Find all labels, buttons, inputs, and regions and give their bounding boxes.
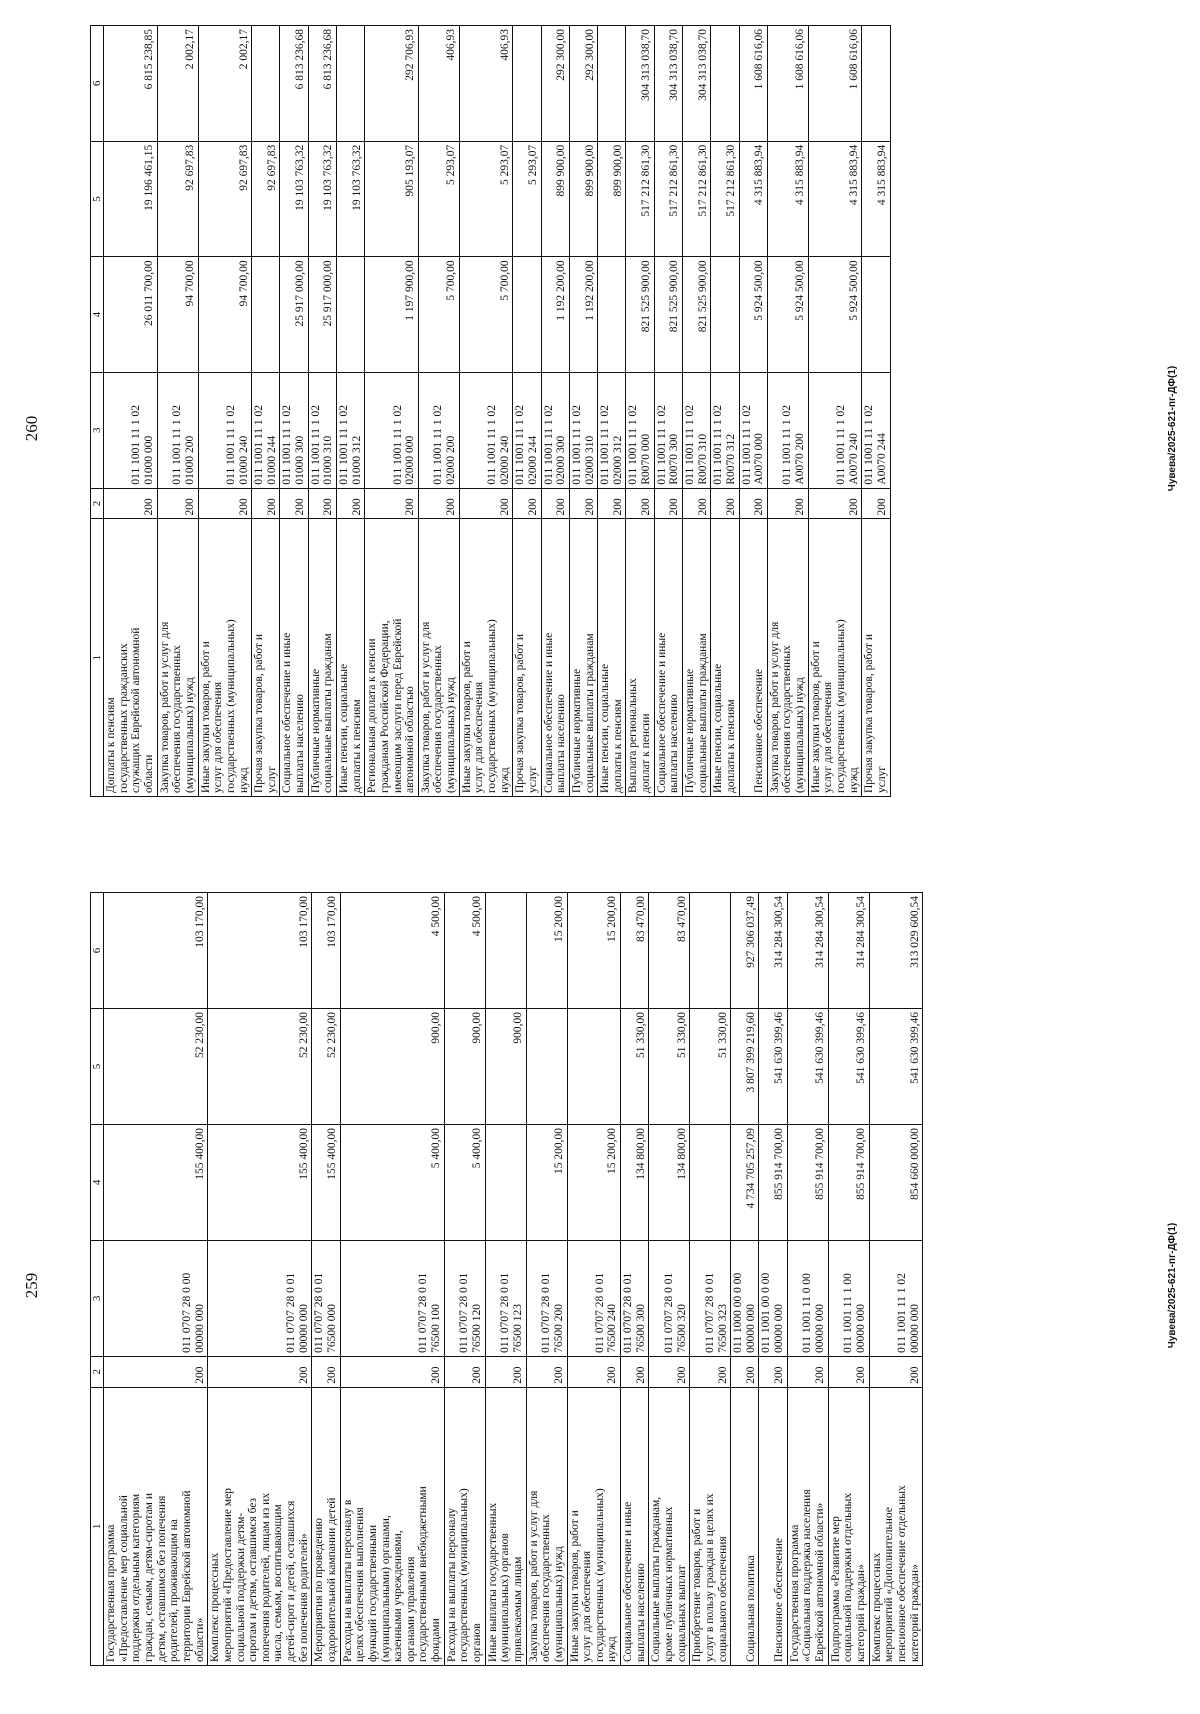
row-name: Иные выплаты государственных (муниципальных) органов привлекаемым лицам xyxy=(485,1387,526,1665)
admin-code: 200 xyxy=(198,488,252,519)
admin-code: 200 xyxy=(526,1356,567,1387)
executed-amount: 541 630 399,46 xyxy=(828,1009,869,1125)
executed-amount: 92 697,83 xyxy=(252,141,280,257)
admin-code: 200 xyxy=(418,488,459,519)
budget-code: 011 0707 28 0 01 76500 000 xyxy=(312,1240,340,1356)
row-name: Публичные нормативные социальные выплаты гражданам xyxy=(569,519,597,797)
table-row xyxy=(198,26,252,797)
row-name: Пенсионное обеспечение xyxy=(739,519,767,797)
executed-amount: 51 330,00 xyxy=(621,1009,649,1125)
remaining-amount: 292 300,00 xyxy=(569,26,597,142)
table-row xyxy=(418,26,459,797)
row-name: Иные закупки товаров, работ и услуг для обеспечения государственных (муниципальных) нужд xyxy=(198,519,252,797)
executed-amount: 899 900,00 xyxy=(598,141,626,257)
budget-code: 011 1001 11 1 02 R0070 310 xyxy=(683,372,711,488)
admin-code: 200 xyxy=(280,488,308,519)
remaining-amount xyxy=(598,26,626,142)
executed-amount: 899 900,00 xyxy=(541,141,569,257)
row-name: Комплекс процессных мероприятий «Предоставление мер социальной поддержки детям- сиротам и детям, оставшимся без попечения родителей, лицам из их числа, семьям, воспитывающим детей-сирот и детей, оставшихся без попечения родителей» xyxy=(208,1387,312,1665)
executed-amount: 51 330,00 xyxy=(649,1009,690,1125)
budget-code: 011 0707 28 0 01 76500 320 xyxy=(649,1240,690,1356)
approved-amount: 134 800,00 xyxy=(621,1124,649,1240)
table-row xyxy=(336,26,364,797)
table-row xyxy=(569,26,597,797)
admin-code: 200 xyxy=(767,488,808,519)
executed-amount: 517 212 861,30 xyxy=(683,141,711,257)
remaining-amount: 15 200,00 xyxy=(567,893,621,1009)
remaining-amount: 103 170,00 xyxy=(312,893,340,1009)
row-name: Расходы на выплаты персоналу в целях обеспечения выполнения функций государственными (муниципальными) органами, казенными учреждениями, органами управления государственными внебюджетными фондами xyxy=(340,1387,444,1665)
budget-code: 011 0707 28 0 01 76500 120 xyxy=(444,1240,485,1356)
remaining-amount: 314 284 300,54 xyxy=(759,893,787,1009)
admin-code: 200 xyxy=(731,1356,759,1387)
table-row xyxy=(808,26,862,797)
table-row xyxy=(526,893,567,1666)
column-header-4: 4 xyxy=(91,1124,104,1240)
table-row xyxy=(541,26,569,797)
remaining-amount xyxy=(690,893,731,1009)
remaining-amount xyxy=(862,26,890,142)
admin-code: 200 xyxy=(654,488,682,519)
executed-amount: 4 315 883,94 xyxy=(767,141,808,257)
row-name: Закупка товаров, работ и услуг для обеспечения государственных (муниципальных) нужд xyxy=(767,519,808,797)
budget-code: 011 1000 00 0 00 00000 000 xyxy=(731,1240,759,1356)
table-row xyxy=(365,26,419,797)
budget-code: 011 1001 11 1 02 01000 300 xyxy=(280,372,308,488)
remaining-amount xyxy=(513,26,541,142)
budget-code: 011 1001 11 1 02 02000 244 xyxy=(513,372,541,488)
approved-amount: 1 192 200,00 xyxy=(569,257,597,373)
row-name: Социальное обеспечение и иные выплаты населению xyxy=(541,519,569,797)
row-name: Расходы на выплаты персоналу государственных (муниципальных) органов xyxy=(444,1387,485,1665)
row-name: Подпрограмма «Развитие мер социальной поддержки отдельных категорий граждан» xyxy=(828,1387,869,1665)
approved-amount xyxy=(862,257,890,373)
remaining-amount: 2 002,17 xyxy=(198,26,252,142)
budget-code: 011 1001 11 1 02 01000 312 xyxy=(336,372,364,488)
row-name: Пенсионное обеспечение xyxy=(759,1387,787,1665)
budget-code: 011 1001 11 1 02 A0070 000 xyxy=(739,372,767,488)
admin-code: 200 xyxy=(787,1356,828,1387)
table-row xyxy=(312,893,340,1666)
row-name: Выплата региональных доплат к пенсии xyxy=(626,519,654,797)
approved-amount xyxy=(598,257,626,373)
remaining-amount: 304 313 038,70 xyxy=(683,26,711,142)
executed-amount: 52 230,00 xyxy=(104,1009,208,1125)
approved-amount: 5 924 500,00 xyxy=(808,257,862,373)
remaining-amount: 83 470,00 xyxy=(649,893,690,1009)
approved-amount: 155 400,00 xyxy=(312,1124,340,1240)
row-name: Доплаты к пенсиям государственных гражданских служащих Еврейской автономной области xyxy=(104,519,158,797)
table-row xyxy=(485,893,526,1666)
table-row xyxy=(621,893,649,1666)
column-header-2: 2 xyxy=(91,1356,104,1387)
remaining-amount xyxy=(252,26,280,142)
approved-amount: 94 700,00 xyxy=(198,257,252,373)
admin-code: 200 xyxy=(157,488,198,519)
budget-code: 011 0707 28 0 00 00000 000 xyxy=(104,1240,208,1356)
approved-amount: 821 525 900,00 xyxy=(654,257,682,373)
table-row xyxy=(459,26,513,797)
column-header-5: 5 xyxy=(91,1009,104,1125)
budget-code: 011 1001 11 1 02 A0070 244 xyxy=(862,372,890,488)
budget-code: 011 0707 28 0 01 76500 323 xyxy=(690,1240,731,1356)
row-name: Закупка товаров, работ и услуг для обеспечения государственных (муниципальных) нужд xyxy=(526,1387,567,1665)
budget-code: 011 1001 11 1 02 R0070 000 xyxy=(626,372,654,488)
table-row xyxy=(739,26,767,797)
remaining-amount: 2 002,17 xyxy=(157,26,198,142)
admin-code: 200 xyxy=(808,488,862,519)
executed-amount: 92 697,83 xyxy=(198,141,252,257)
admin-code: 200 xyxy=(444,1356,485,1387)
admin-code: 200 xyxy=(683,488,711,519)
admin-code: 200 xyxy=(104,1356,208,1387)
budget-code: 011 1001 11 1 02 02000 000 xyxy=(365,372,419,488)
budget-code: 011 0707 28 0 01 76500 240 xyxy=(567,1240,621,1356)
remaining-amount: 1 608 616,06 xyxy=(767,26,808,142)
budget-code: 011 1001 11 1 02 02000 200 xyxy=(418,372,459,488)
row-name: Иные пенсии, социальные доплаты к пенсиям xyxy=(598,519,626,797)
row-name: Прочая закупка товаров, работ и услуг xyxy=(513,519,541,797)
remaining-amount: 304 313 038,70 xyxy=(654,26,682,142)
budget-code: 011 0707 28 0 01 76500 123 xyxy=(485,1240,526,1356)
table-row xyxy=(649,893,690,1666)
admin-code: 200 xyxy=(365,488,419,519)
budget-code: 011 1001 11 1 02 02000 300 xyxy=(541,372,569,488)
approved-amount: 855 914 700,00 xyxy=(787,1124,828,1240)
approved-amount: 5 924 500,00 xyxy=(767,257,808,373)
budget-table xyxy=(90,892,923,1666)
admin-code: 200 xyxy=(485,1356,526,1387)
row-name: Закупка товаров, работ и услуг для обеспечения государственных (муниципальных) нужд xyxy=(418,519,459,797)
approved-amount: 5 400,00 xyxy=(340,1124,444,1240)
executed-amount: 51 330,00 xyxy=(690,1009,731,1125)
approved-amount: 855 914 700,00 xyxy=(759,1124,787,1240)
document-reference: Чувева/2025-621-пг-ДФ(1) xyxy=(1167,1222,1178,1349)
admin-code: 200 xyxy=(621,1356,649,1387)
admin-code: 200 xyxy=(567,1356,621,1387)
admin-code: 200 xyxy=(208,1356,312,1387)
table-row xyxy=(444,893,485,1666)
admin-code: 200 xyxy=(569,488,597,519)
approved-amount xyxy=(711,257,739,373)
approved-amount: 5 700,00 xyxy=(418,257,459,373)
remaining-amount: 103 170,00 xyxy=(104,893,208,1009)
column-header-1: 1 xyxy=(91,1387,104,1665)
remaining-amount: 314 284 300,54 xyxy=(828,893,869,1009)
admin-code: 200 xyxy=(598,488,626,519)
approved-amount xyxy=(336,257,364,373)
table-row xyxy=(862,26,890,797)
row-name: Социальное обеспечение и иные выплаты населению xyxy=(280,519,308,797)
budget-code: 011 1001 11 1 02 R0070 300 xyxy=(654,372,682,488)
approved-amount: 94 700,00 xyxy=(157,257,198,373)
budget-code: 011 0707 28 0 01 76500 300 xyxy=(621,1240,649,1356)
row-name: Иные закупки товаров, работ и услуг для обеспечения государственных (муниципальных) нужд xyxy=(459,519,513,797)
executed-amount: 4 315 883,94 xyxy=(862,141,890,257)
admin-code: 200 xyxy=(711,488,739,519)
table-row xyxy=(711,26,739,797)
admin-code: 200 xyxy=(312,1356,340,1387)
executed-amount: 900,00 xyxy=(444,1009,485,1125)
table-row xyxy=(759,893,787,1666)
remaining-amount: 6 815 238,85 xyxy=(104,26,158,142)
admin-code: 200 xyxy=(336,488,364,519)
row-name: Мероприятия по проведению оздоровительной кампании детей xyxy=(312,1387,340,1665)
executed-amount: 19 196 461,15 xyxy=(104,141,158,257)
approved-amount: 1 197 900,00 xyxy=(365,257,419,373)
remaining-amount: 1 608 616,06 xyxy=(808,26,862,142)
column-header-6: 6 xyxy=(91,26,104,142)
remaining-amount: 6 813 236,68 xyxy=(280,26,308,142)
admin-code: 200 xyxy=(626,488,654,519)
approved-amount: 1 192 200,00 xyxy=(541,257,569,373)
table-row xyxy=(731,893,759,1666)
executed-amount: 52 230,00 xyxy=(208,1009,312,1125)
table-row xyxy=(767,26,808,797)
budget-code: 011 1001 11 1 02 00000 000 xyxy=(869,1240,923,1356)
table-row xyxy=(252,26,280,797)
row-name: Иные пенсии, социальные доплаты к пенсиям xyxy=(711,519,739,797)
remaining-amount: 15 200,00 xyxy=(526,893,567,1009)
row-name: Социальное обеспечение и иные выплаты населению xyxy=(654,519,682,797)
executed-amount: 5 293,07 xyxy=(513,141,541,257)
row-name: Региональная доплата к пенсии гражданам Российской Федерации, имеющим заслуги перед Еврейской автономной областью xyxy=(365,519,419,797)
remaining-amount xyxy=(336,26,364,142)
remaining-amount: 406,93 xyxy=(418,26,459,142)
approved-amount: 821 525 900,00 xyxy=(683,257,711,373)
admin-code: 200 xyxy=(759,1356,787,1387)
approved-amount: 5 924 500,00 xyxy=(739,257,767,373)
budget-code: 011 1001 11 1 02 R0070 312 xyxy=(711,372,739,488)
row-name: Социальная политика xyxy=(731,1387,759,1665)
remaining-amount: 314 284 300,54 xyxy=(787,893,828,1009)
column-header-4: 4 xyxy=(91,257,104,373)
executed-amount: 4 315 883,94 xyxy=(739,141,767,257)
table-row xyxy=(787,893,828,1666)
budget-code: 011 1001 00 0 00 00000 000 xyxy=(759,1240,787,1356)
approved-amount: 15 200,00 xyxy=(526,1124,567,1240)
page-number: 259 xyxy=(22,1272,41,1299)
column-header-6: 6 xyxy=(91,893,104,1009)
budget-code: 011 0707 28 0 01 00000 000 xyxy=(208,1240,312,1356)
budget-code: 011 1001 11 1 00 00000 000 xyxy=(828,1240,869,1356)
approved-amount xyxy=(252,257,280,373)
remaining-amount xyxy=(485,893,526,1009)
executed-amount: 19 103 763,32 xyxy=(280,141,308,257)
budget-code: 011 1001 11 1 02 02000 240 xyxy=(459,372,513,488)
approved-amount: 26 011 700,00 xyxy=(104,257,158,373)
remaining-amount: 83 470,00 xyxy=(621,893,649,1009)
budget-table xyxy=(90,25,891,797)
row-name: Иные закупки товаров, работ и услуг для обеспечения государственных (муниципальных) нужд xyxy=(567,1387,621,1665)
budget-code: 011 1001 11 1 02 01000 200 xyxy=(157,372,198,488)
admin-code: 200 xyxy=(340,1356,444,1387)
executed-amount: 905 193,07 xyxy=(365,141,419,257)
remaining-amount: 406,93 xyxy=(459,26,513,142)
table-row xyxy=(869,893,923,1666)
remaining-amount: 304 313 038,70 xyxy=(626,26,654,142)
row-name: Социальные выплаты гражданам, кроме публичных нормативных социальных выплат xyxy=(649,1387,690,1665)
executed-amount: 19 103 763,32 xyxy=(336,141,364,257)
document-reference: Чувева/2025-621-пг-ДФ(1) xyxy=(1167,365,1178,492)
table-row xyxy=(828,893,869,1666)
approved-amount xyxy=(513,257,541,373)
table-row xyxy=(157,26,198,797)
executed-amount: 52 230,00 xyxy=(312,1009,340,1125)
row-name: Иные пенсии, социальные доплаты к пенсиям xyxy=(336,519,364,797)
approved-amount: 155 400,00 xyxy=(208,1124,312,1240)
approved-amount: 5 700,00 xyxy=(459,257,513,373)
row-name: Приобретение товаров, работ и услуг в пользу граждан в целях их социального обеспечения xyxy=(690,1387,731,1665)
approved-amount: 15 200,00 xyxy=(567,1124,621,1240)
admin-code: 200 xyxy=(739,488,767,519)
approved-amount xyxy=(485,1124,526,1240)
executed-amount: 19 103 763,32 xyxy=(308,141,336,257)
row-name: Социальное обеспечение и иные выплаты населению xyxy=(621,1387,649,1665)
budget-code: 011 1001 11 1 02 02000 310 xyxy=(569,372,597,488)
header-row xyxy=(91,26,104,797)
remaining-amount: 4 500,00 xyxy=(340,893,444,1009)
executed-amount: 541 630 399,46 xyxy=(869,1009,923,1125)
executed-amount: 517 212 861,30 xyxy=(654,141,682,257)
page-number: 260 xyxy=(22,415,41,442)
budget-code: 011 1001 11 1 02 A0070 200 xyxy=(767,372,808,488)
executed-amount: 5 293,07 xyxy=(459,141,513,257)
approved-amount: 4 734 705 257,09 xyxy=(731,1124,759,1240)
budget-code: 011 1001 11 1 02 01000 310 xyxy=(308,372,336,488)
remaining-amount xyxy=(711,26,739,142)
executed-amount: 541 630 399,46 xyxy=(787,1009,828,1125)
column-header-3: 3 xyxy=(91,1240,104,1356)
row-name: Публичные нормативные социальные выплаты гражданам xyxy=(683,519,711,797)
table-row xyxy=(626,26,654,797)
budget-code: 011 1001 11 1 02 A0070 240 xyxy=(808,372,862,488)
admin-code: 200 xyxy=(828,1356,869,1387)
row-name: Комплекс процессных мероприятий «Дополнительное пенсионное обеспечение отдельных категорий граждан» xyxy=(869,1387,923,1665)
table-row xyxy=(340,893,444,1666)
approved-amount: 854 660 000,00 xyxy=(869,1124,923,1240)
admin-code: 200 xyxy=(459,488,513,519)
executed-amount: 900,00 xyxy=(485,1009,526,1125)
row-name: Иные закупки товаров, работ и услуг для обеспечения государственных (муниципальных) нужд xyxy=(808,519,862,797)
column-header-3: 3 xyxy=(91,372,104,488)
remaining-amount: 103 170,00 xyxy=(208,893,312,1009)
executed-amount: 3 807 399 219,60 xyxy=(731,1009,759,1125)
budget-code: 011 0707 28 0 01 76500 200 xyxy=(526,1240,567,1356)
admin-code: 200 xyxy=(862,488,890,519)
remaining-amount: 6 813 236,68 xyxy=(308,26,336,142)
executed-amount: 899 900,00 xyxy=(569,141,597,257)
admin-code: 200 xyxy=(308,488,336,519)
executed-amount: 541 630 399,46 xyxy=(759,1009,787,1125)
table-row xyxy=(104,26,158,797)
table-row xyxy=(308,26,336,797)
table-row xyxy=(208,893,312,1666)
remaining-amount: 313 029 600,54 xyxy=(869,893,923,1009)
row-name: Закупка товаров, работ и услуг для обеспечения государственных (муниципальных) нужд xyxy=(157,519,198,797)
budget-code: 011 1001 11 0 00 00000 000 xyxy=(787,1240,828,1356)
admin-code: 200 xyxy=(649,1356,690,1387)
executed-amount: 5 293,07 xyxy=(418,141,459,257)
approved-amount xyxy=(690,1124,731,1240)
table-row xyxy=(513,26,541,797)
page-259 xyxy=(0,857,1200,1714)
row-name: Публичные нормативные социальные выплаты гражданам xyxy=(308,519,336,797)
column-header-2: 2 xyxy=(91,488,104,519)
admin-code: 200 xyxy=(869,1356,923,1387)
admin-code: 200 xyxy=(541,488,569,519)
remaining-amount: 292 706,93 xyxy=(365,26,419,142)
approved-amount: 134 800,00 xyxy=(649,1124,690,1240)
approved-amount: 155 400,00 xyxy=(104,1124,208,1240)
budget-code: 011 1001 11 1 02 02000 312 xyxy=(598,372,626,488)
budget-code: 011 1001 11 1 02 01000 244 xyxy=(252,372,280,488)
budget-code: 011 1001 11 1 02 01000 000 xyxy=(104,372,158,488)
header-row xyxy=(91,893,104,1666)
executed-amount xyxy=(526,1009,567,1125)
row-name: Прочая закупка товаров, работ и услуг xyxy=(252,519,280,797)
executed-amount: 517 212 861,30 xyxy=(711,141,739,257)
table-row xyxy=(280,26,308,797)
approved-amount: 821 525 900,00 xyxy=(626,257,654,373)
executed-amount xyxy=(567,1009,621,1125)
row-name: Государственная программа «Социальная поддержка населения Еврейской автономной области» xyxy=(787,1387,828,1665)
executed-amount: 92 697,83 xyxy=(157,141,198,257)
admin-code: 200 xyxy=(104,488,158,519)
remaining-amount: 927 306 037,49 xyxy=(731,893,759,1009)
executed-amount: 900,00 xyxy=(340,1009,444,1125)
column-header-5: 5 xyxy=(91,141,104,257)
table-row xyxy=(690,893,731,1666)
remaining-amount: 4 500,00 xyxy=(444,893,485,1009)
table-row xyxy=(654,26,682,797)
executed-amount: 517 212 861,30 xyxy=(626,141,654,257)
admin-code: 200 xyxy=(690,1356,731,1387)
budget-code: 011 0707 28 0 01 76500 100 xyxy=(340,1240,444,1356)
approved-amount: 25 917 000,00 xyxy=(280,257,308,373)
budget-code: 011 1001 11 1 02 01000 240 xyxy=(198,372,252,488)
table-row xyxy=(598,26,626,797)
table-row xyxy=(567,893,621,1666)
table-row xyxy=(683,26,711,797)
approved-amount: 5 400,00 xyxy=(444,1124,485,1240)
remaining-amount: 292 300,00 xyxy=(541,26,569,142)
approved-amount: 855 914 700,00 xyxy=(828,1124,869,1240)
remaining-amount: 1 608 616,06 xyxy=(739,26,767,142)
table-row xyxy=(104,893,208,1666)
column-header-1: 1 xyxy=(91,519,104,797)
row-name: Государственная программа «Предоставление мер социальной поддержки отдельным категориям граждан, семьям, детям-сиротам и детям, оставшимся без попечения родителей, проживающим на территории Еврейской автономной области» xyxy=(104,1387,208,1665)
row-name: Прочая закупка товаров, работ и услуг xyxy=(862,519,890,797)
admin-code: 200 xyxy=(252,488,280,519)
executed-amount: 4 315 883,94 xyxy=(808,141,862,257)
approved-amount: 25 917 000,00 xyxy=(308,257,336,373)
admin-code: 200 xyxy=(513,488,541,519)
